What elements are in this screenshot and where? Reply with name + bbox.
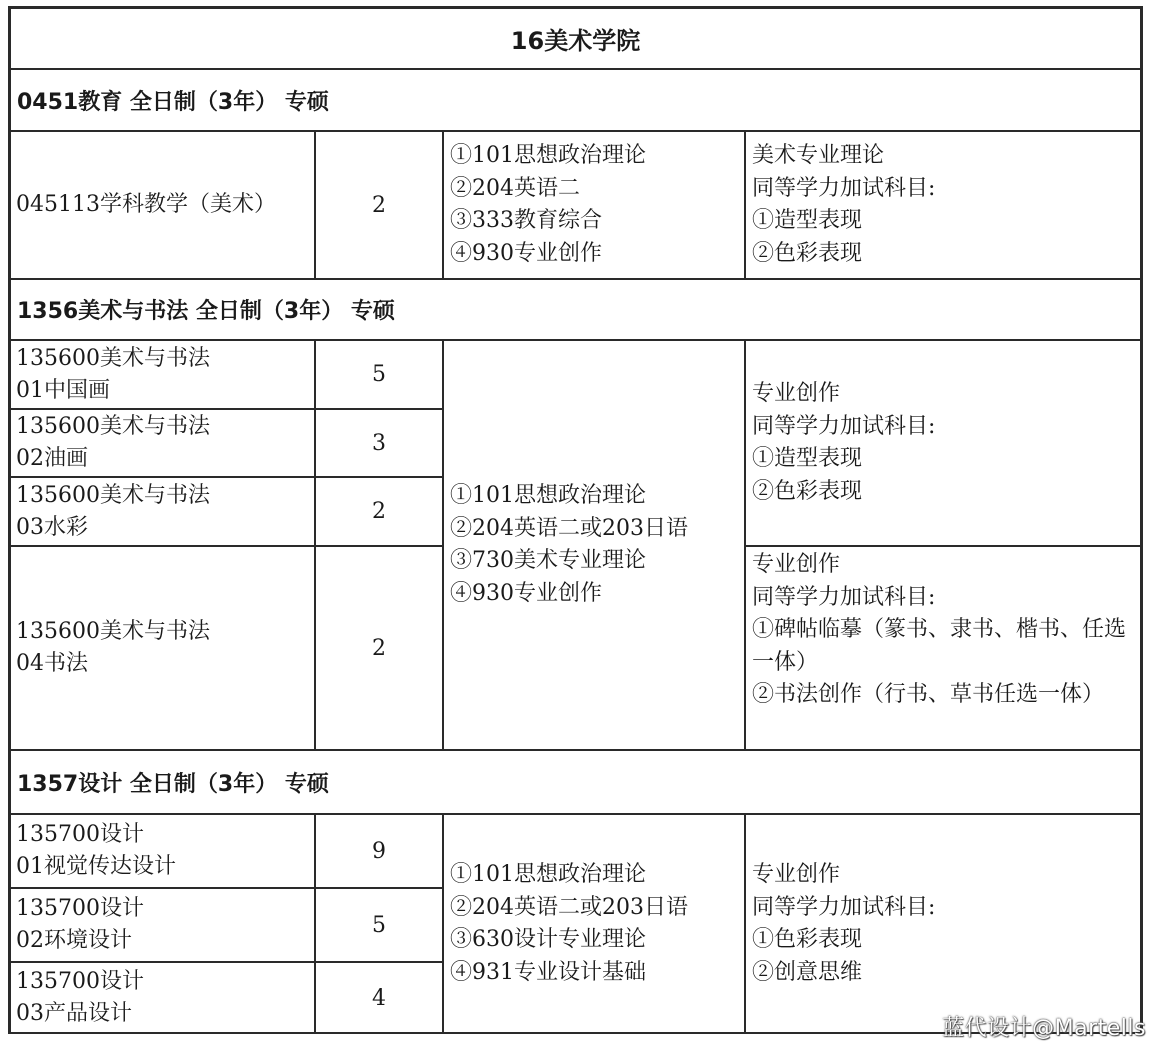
exam-subject: ①101思想政治理论 [450,862,646,887]
exam-subjects [443,340,745,750]
count-value: 5 [372,912,386,938]
major-cell [10,477,315,546]
major-cell [10,888,315,962]
major-direction: 01视觉传达设计 [16,854,176,879]
enrollment-count [315,131,443,279]
extra-subjects [745,131,1141,279]
enrollment-count [315,546,443,750]
exam-subject: ④931专业设计基础 [450,959,646,985]
section-header-text: 1356美术与书法 全日制（3年） 专硕 [17,299,395,324]
count-value: 9 [372,838,386,864]
extra-subject: ②色彩表现 [752,240,863,266]
extra-subject: 同等学力加试科目: [752,584,936,610]
section-header-text: 0451教育 全日制（3年） 专硕 [17,89,329,115]
major-cell [10,962,315,1034]
count-value: 3 [372,430,386,456]
enrollment-count [315,814,443,888]
enrollment-count [315,962,443,1034]
major-name: 135600美术与书法 [16,619,210,644]
extra-subject: ①色彩表现 [752,927,863,952]
exam-subject: ④930专业创作 [450,240,602,266]
table-title-text: 16美术学院 [510,27,641,55]
major-cell [10,340,315,409]
major-cell [10,409,315,477]
section-header-fine-arts [10,279,1141,340]
extra-subject: 专业创作 [752,552,841,577]
major-name: 045113学科教学（美术） [16,192,276,217]
exam-subject: ③730美术专业理论 [450,548,646,573]
extra-subject: ②色彩表现 [752,478,863,504]
watermark: 蓝代设计@Martells [942,1016,1146,1041]
exam-subject: ②204英语二或203日语 [450,894,688,920]
count-value: 2 [372,635,386,661]
section-header-text: 1357设计 全日制（3年） 专硕 [17,771,329,797]
extra-subject: ②书法创作（行书、草书任选一体） [752,682,1105,707]
extra-subject: ②创意思维 [752,959,863,985]
enrollment-count [315,888,443,962]
major-direction: 02油画 [16,446,88,471]
count-value: 4 [372,985,386,1011]
enrollment-count [315,477,443,546]
extra-subject: 专业创作 [752,381,841,406]
section-header-education [10,69,1141,131]
exam-subject: ③630设计专业理论 [450,927,646,952]
exam-subject: ④930专业创作 [450,580,602,606]
exam-subject: ①101思想政治理论 [450,143,646,168]
extra-subject: 同等学力加试科目: [752,894,936,920]
count-value: 5 [372,362,386,387]
section-header-design [10,750,1141,814]
admissions-table [8,6,1143,1034]
major-name: 135600美术与书法 [16,345,210,371]
extra-subject: 专业创作 [752,862,841,887]
extra-subjects [745,340,1141,546]
exam-subject: ③333教育综合 [450,208,602,233]
extra-subject: ①造型表现 [752,208,863,233]
extra-subject: ①造型表现 [752,446,863,471]
count-value: 2 [372,499,386,524]
extra-subject: 同等学力加试科目: [752,413,936,439]
extra-subject: ①碑帖临摹（篆书、隶书、楷书、任选一体） [752,617,1127,675]
major-name: 135600美术与书法 [16,414,210,439]
extra-subject: 同等学力加试科目: [752,175,936,201]
major-cell [10,546,315,750]
enrollment-count [315,409,443,477]
exam-subject: ①101思想政治理论 [450,483,646,508]
major-direction: 01中国画 [16,377,110,403]
major-direction: 03产品设计 [16,1001,132,1026]
exam-subjects [443,814,745,1034]
major-name: 135700设计 [16,969,144,994]
major-cell [10,814,315,888]
major-cell [10,131,315,279]
extra-subject: 美术专业理论 [752,143,885,168]
exam-subject: ②204英语二 [450,175,580,201]
major-direction: 03水彩 [16,514,88,540]
major-name: 135700设计 [16,822,144,847]
extra-subjects [745,814,1141,1034]
table-title [10,8,1141,69]
major-name: 135700设计 [16,896,144,921]
major-direction: 02环境设计 [16,928,132,953]
count-value: 2 [372,192,386,218]
enrollment-count [315,340,443,409]
exam-subject: ②204英语二或203日语 [450,515,688,541]
exam-subjects [443,131,745,279]
extra-subjects-calligraphy [745,546,1141,750]
major-direction: 04书法 [16,651,88,676]
major-name: 135600美术与书法 [16,482,210,508]
